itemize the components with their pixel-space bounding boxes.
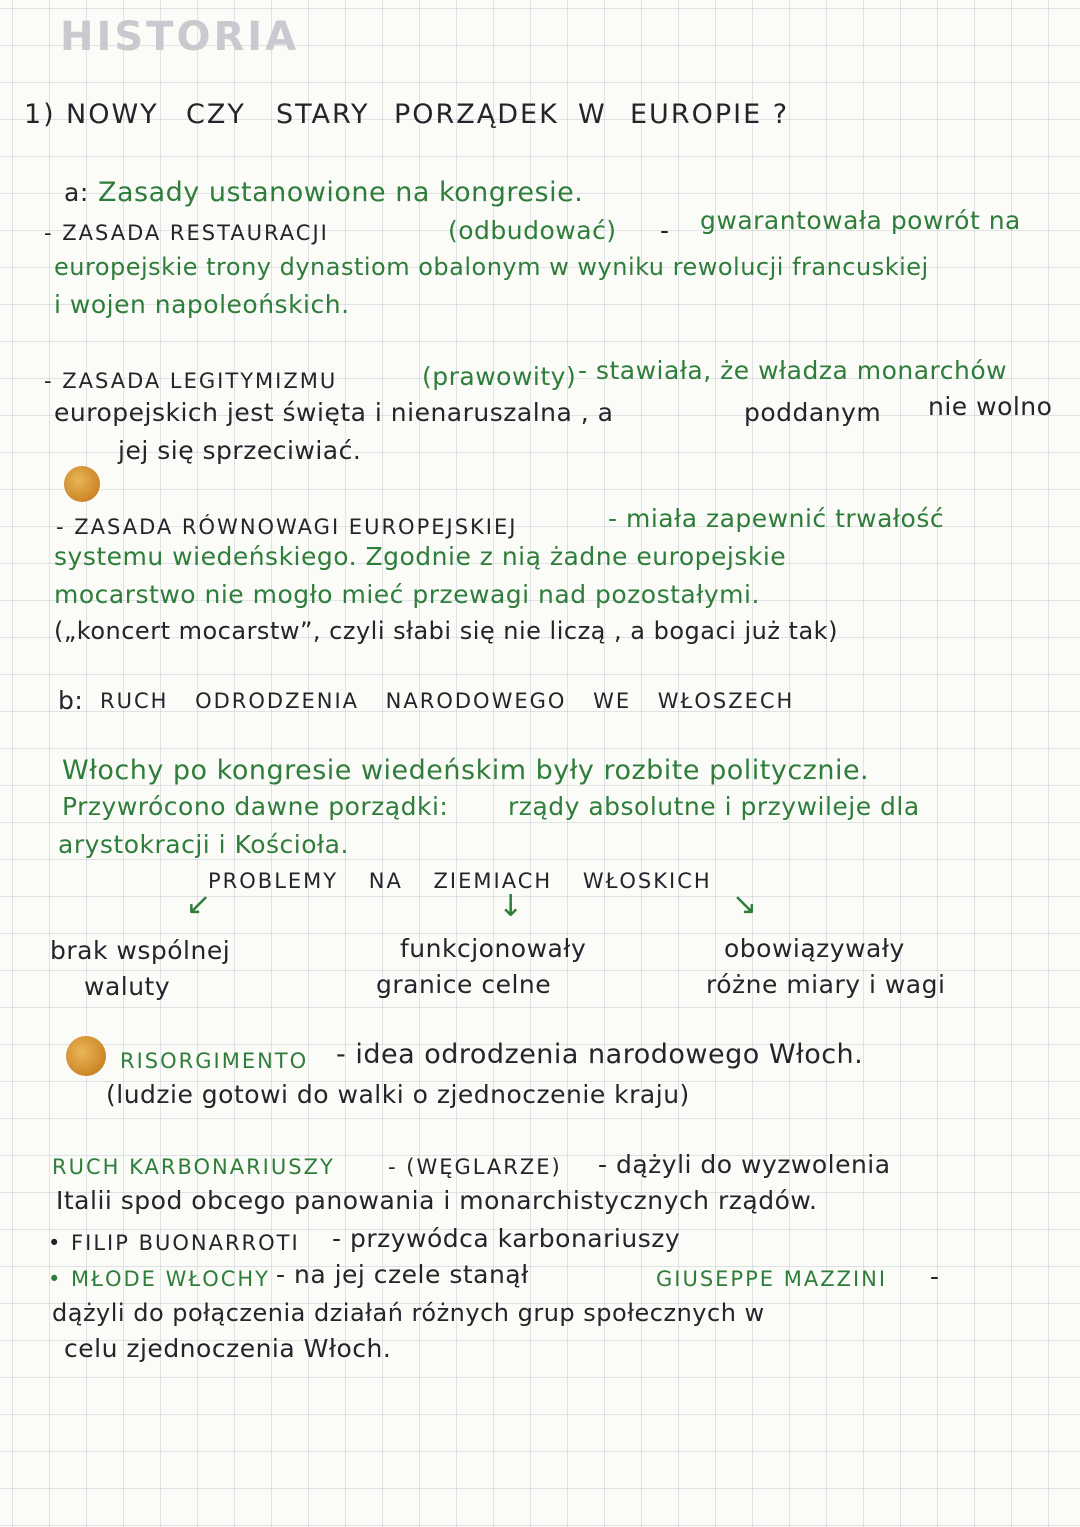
zasada-legitymizmu-line2c: nie wolno — [928, 392, 1053, 421]
karbonariusze-line1: - dążyli do wyzwolenia — [598, 1150, 891, 1179]
mlode-wlochy-mid: - na jej czele stanął — [276, 1260, 529, 1289]
page-title: HISTORIA — [60, 14, 300, 60]
section-b-p2b: rządy absolutne i przywileje dla — [508, 792, 920, 821]
section-a-label: a: — [64, 178, 89, 207]
heading-number: 1) — [24, 99, 56, 130]
zasada-restauracji-dash: - — [660, 216, 670, 245]
heading-word-porzadek: PORZĄDEK — [394, 99, 559, 130]
problem-2-line1: funkcjonowały — [400, 934, 587, 963]
risorgimento-def: - idea odrodzenia narodowego Włoch. — [336, 1039, 864, 1070]
karbonariusze-term: RUCH KARBONARIUSZY — [52, 1155, 335, 1179]
zasada-restauracji-paren: (odbudować) — [448, 216, 617, 245]
giuseppe-mazzini: GIUSEPPE MAZZINI — [656, 1267, 888, 1291]
zasada-rownowagi-line4: („koncert mocarstw”, czyli słabi się nie liczą , a bogaci już tak) — [54, 617, 838, 645]
filip-buonarroti-name: • FILIP BUONARROTI — [48, 1231, 300, 1255]
problem-3-line2: różne miary i wagi — [706, 970, 946, 999]
filip-buonarroti-desc: - przywódca karbonariuszy — [332, 1224, 681, 1253]
zasada-restauracji-line3: i wojen napoleońskich. — [54, 290, 350, 319]
marker-dot — [66, 1036, 106, 1076]
karbonariusze-line2: Italii spod obcego panowania i monarchistycznych rządów. — [56, 1186, 818, 1215]
zasada-legitymizmu-line1: - stawiała, że władza monarchów — [578, 356, 1008, 385]
problem-3-line1: obowiązywały — [724, 934, 905, 963]
marker-dot — [64, 466, 100, 502]
zasada-restauracji-line2: europejskie trony dynastiom obalonym w wyniku rewolucji francuskiej — [54, 253, 929, 281]
section-b-p2a: Przywrócono dawne porządki: — [62, 792, 449, 821]
section-b-heading: RUCH ODRODZENIA NARODOWEGO WE WŁOSZECH — [100, 689, 795, 713]
section-b-p3: arystokracji i Kościoła. — [58, 830, 349, 859]
heading-word-nowy: NOWY — [66, 99, 159, 130]
problem-1-line2: waluty — [84, 972, 171, 1001]
zasada-legitymizmu-paren: (prawowity) — [422, 362, 577, 391]
arrow-down-icon: ↓ — [498, 889, 524, 924]
zasada-legitymizmu-line2b: poddanym — [744, 398, 882, 427]
heading-word-w: W — [578, 99, 607, 130]
heading-word-stary: STARY — [276, 99, 370, 130]
zasada-legitymizmu-line2a: europejskich jest święta i nienaruszalna , a — [54, 398, 614, 427]
zasada-legitymizmu-line3: jej się sprzeciwiać. — [118, 436, 362, 465]
heading-word-czy: CZY — [186, 99, 246, 130]
risorgimento-line2: (ludzie gotowi do walki o zjednoczenie kraju) — [106, 1080, 690, 1109]
section-a-title: Zasady ustanowione na kongresie. — [98, 177, 584, 208]
zasada-rownowagi-line3: mocarstwo nie mogło mieć przewagi nad pozostałymi. — [54, 580, 760, 609]
section-b-label: b: — [58, 686, 84, 715]
zasada-legitymizmu-name: - ZASADA LEGITYMIZMU — [44, 369, 338, 393]
problem-2-line2: granice celne — [376, 970, 552, 999]
problems-heading: PROBLEMY NA ZIEMIACH WŁOSKICH — [208, 869, 712, 893]
section-b-p1: Włochy po kongresie wiedeńskim były rozbite politycznie. — [62, 755, 870, 786]
zasada-rownowagi-line2: systemu wiedeńskiego. Zgodnie z nią żadne europejskie — [54, 542, 787, 571]
risorgimento-term: RISORGIMENTO — [120, 1049, 309, 1073]
arrow-down-left-icon: ↙ — [186, 887, 212, 922]
karbonariusze-line5: dążyli do połączenia działań różnych grup społecznych w — [52, 1299, 765, 1327]
karbonariusze-line6: celu zjednoczenia Włoch. — [64, 1334, 392, 1363]
heading-word-europie: EUROPIE ? — [630, 99, 790, 130]
zasada-rownowagi-name: - ZASADA RÓWNOWAGI EUROPEJSKIEJ — [56, 515, 518, 539]
zasada-restauracji-name: - ZASADA RESTAURACJI — [44, 221, 329, 245]
problem-1-line1: brak wspólnej — [50, 936, 231, 965]
mlode-wlochy-dash: - — [930, 1262, 940, 1291]
zasada-restauracji-line1: gwarantowała powrót na — [700, 206, 1021, 235]
arrow-down-right-icon: ↘ — [732, 887, 758, 922]
zasada-rownowagi-line1: - miała zapewnić trwałość — [608, 504, 945, 533]
mlode-wlochy-name: • MŁODE WŁOCHY — [48, 1267, 271, 1291]
karbonariusze-paren: - (WĘGLARZE) — [388, 1155, 562, 1179]
